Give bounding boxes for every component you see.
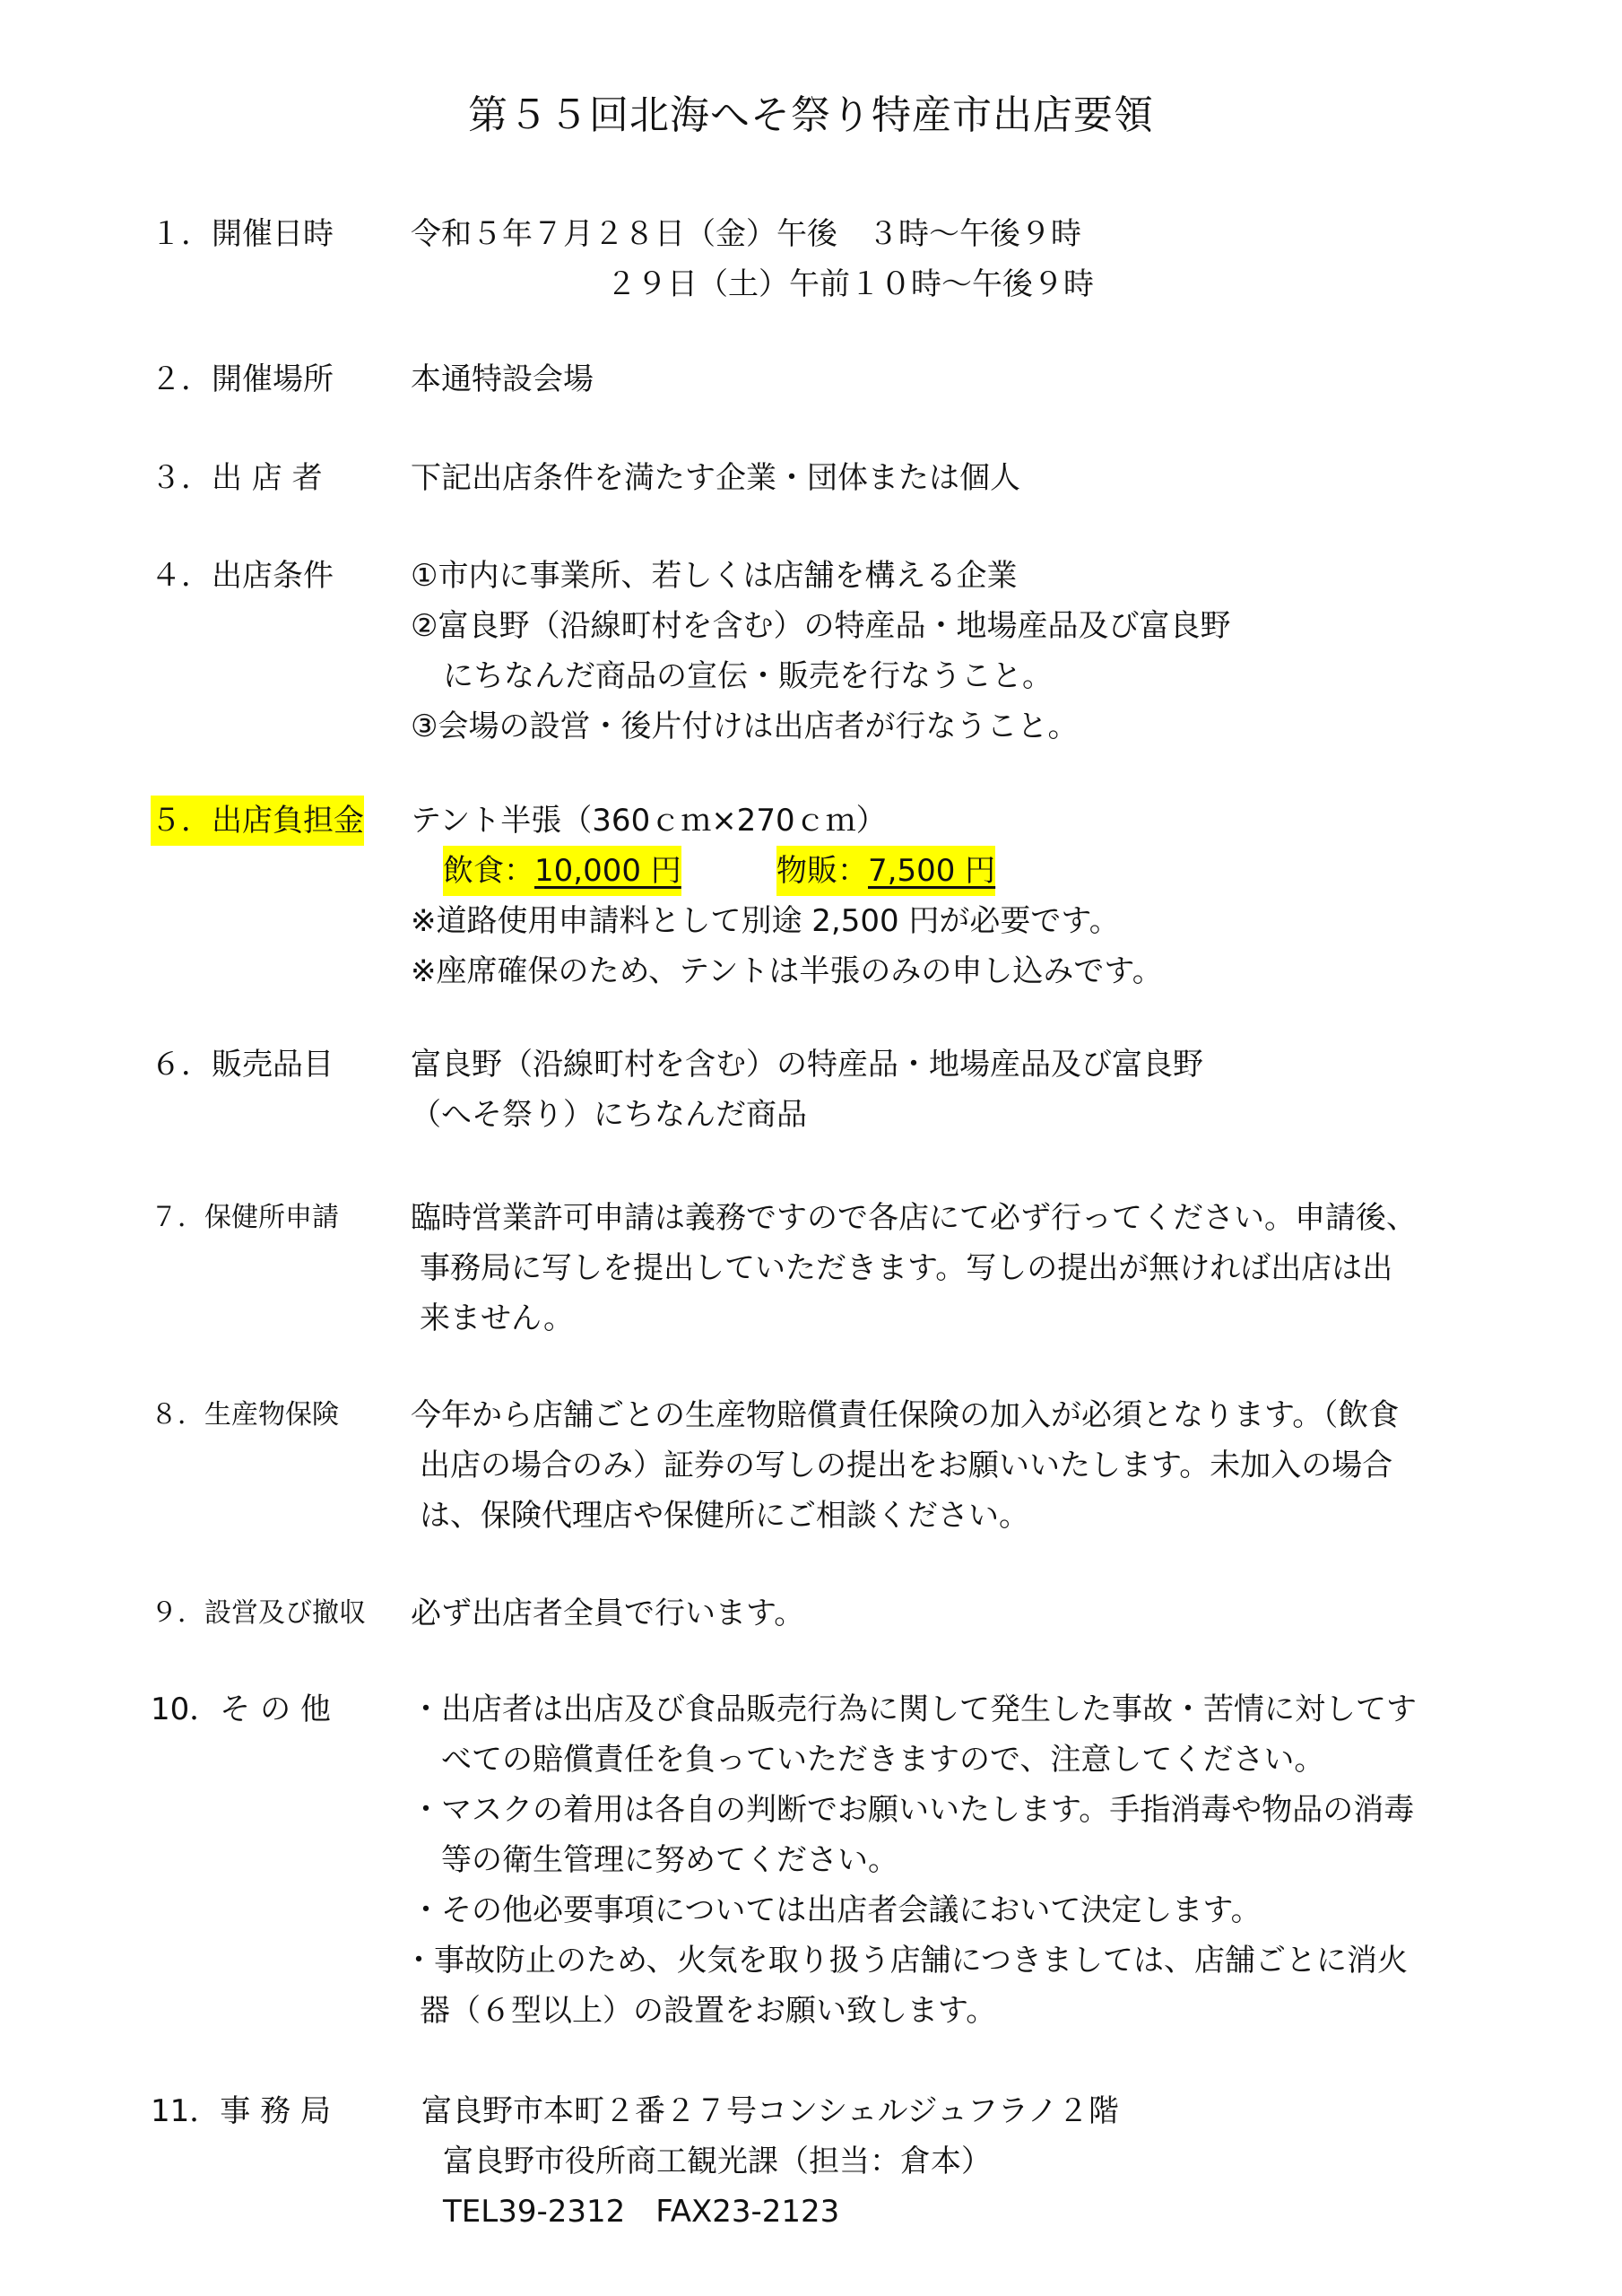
section-line: 来ません。 xyxy=(420,1300,575,1336)
section-label: ８．生産物保険 xyxy=(151,1399,339,1431)
section-line: ※道路使用申請料として別途 2,500 円が必要です。 xyxy=(411,903,1120,939)
fee-goods xyxy=(776,846,995,896)
section-line: 臨時営業許可申請は義務ですので各店にて必ず行ってください。申請後、 xyxy=(411,1200,1417,1236)
section-line: 富良野市本町２番２７号コンシェルジュフラノ２階 xyxy=(421,2093,1119,2129)
contact-phone-fax: TEL39-2312 FAX23-2123 xyxy=(443,2194,840,2230)
fee-goods-label: 物販： xyxy=(776,853,868,889)
document-title: 第５５回北海へそ祭り特産市出店要領 xyxy=(468,92,1154,138)
section-line: 必ず出店者全員で行います。 xyxy=(411,1596,805,1631)
section-line: ③会場の設営・後片付けは出店者が行なうこと。 xyxy=(411,709,1079,744)
section-line: 出店の場合のみ）証券の写しの提出をお願いいたします。未加入の場合 xyxy=(420,1448,1393,1483)
section-line: ・その他必要事項については出店者会議において決定します。 xyxy=(411,1892,1262,1928)
section-line: 等の衛生管理に努めてください。 xyxy=(441,1842,898,1878)
section-label: ４．出店条件 xyxy=(151,558,334,594)
fee-food-label: 飲食： xyxy=(443,853,534,889)
section-label: ５．出店負担金 xyxy=(151,796,364,846)
section-line: ２９日（土）午前１０時～午後９時 xyxy=(606,266,1094,302)
section-line: 下記出店条件を満たす企業・団体または個人 xyxy=(411,460,1020,496)
section-line: テント半張（360ｃｍ×270ｃｍ） xyxy=(411,803,887,839)
section-label: ９．設営及び撤収 xyxy=(151,1597,366,1629)
section-label: ７．保健所申請 xyxy=(151,1202,339,1233)
section-line: 今年から店舗ごとの生産物賠償責任保険の加入が必須となります。（飲食 xyxy=(411,1397,1400,1433)
section-line: ①市内に事業所、若しくは店舗を構える企業 xyxy=(411,558,1018,594)
section-line: 器（６型以上）の設置をお願い致します。 xyxy=(420,1993,997,2029)
section-line: 事務局に写しを提出していただきます。写しの提出が無ければ出店は出 xyxy=(420,1250,1393,1286)
section-line: 富良野（沿線町村を含む）の特産品・地場産品及び富良野 xyxy=(411,1047,1203,1083)
section-line: べての賠償責任を負っていただきますので、注意してください。 xyxy=(441,1742,1325,1778)
section-line: 本通特設会場 xyxy=(411,361,594,397)
fee-food-value: 10,000 円 xyxy=(534,853,681,889)
section-label: １．開催日時 xyxy=(151,216,334,252)
section-line: ②富良野（沿線町村を含む）の特産品・地場産品及び富良野 xyxy=(411,608,1231,644)
section-line: は、保険代理店や保健所にご相談ください。 xyxy=(420,1498,1029,1534)
section-line: ・マスクの着用は各自の判断でお願いいたします。手指消毒や物品の消毒 xyxy=(411,1792,1415,1828)
section-label: ２．開催場所 xyxy=(151,361,334,397)
section-line: 令和５年７月２８日（金）午後 ３時～午後９時 xyxy=(411,216,1081,252)
fee-food xyxy=(443,846,681,896)
section-line: ※座席確保のため、テントは半張のみの申し込みです。 xyxy=(411,953,1163,989)
section-line: にちなんだ商品の宣伝・販売を行なうこと。 xyxy=(443,658,1053,694)
section-line: ・出店者は出店及び食品販売行為に関して発生した事故・苦情に対してす xyxy=(411,1692,1417,1727)
section-line: 富良野市役所商工観光課（担当：倉本） xyxy=(443,2144,992,2179)
fee-goods-value: 7,500 円 xyxy=(868,853,996,889)
section-label: 11．事 務 局 xyxy=(151,2093,331,2129)
section-line: （へそ祭り）にちなんだ商品 xyxy=(411,1097,807,1133)
section-label: 10．そ の 他 xyxy=(151,1692,331,1727)
section-label: ６．販売品目 xyxy=(151,1047,334,1083)
section-line: ・事故防止のため、火気を取り扱う店舗につきましては、店舗ごとに消火 xyxy=(403,1943,1408,1979)
section-label: ３．出 店 者 xyxy=(151,460,323,496)
